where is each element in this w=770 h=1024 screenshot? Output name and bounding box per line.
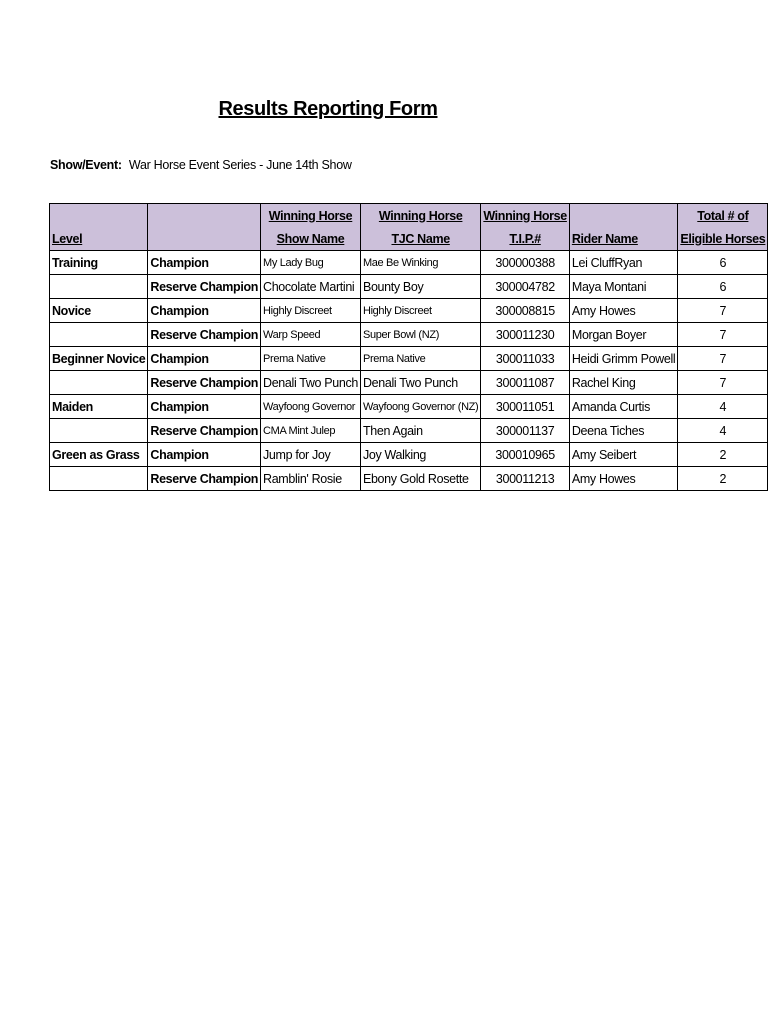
rider-name-cell: Maya Montani — [569, 275, 677, 299]
total-eligible-cell: 6 — [678, 275, 768, 299]
rider-name-cell: Morgan Boyer — [569, 323, 677, 347]
show-name-cell: CMA Mint Julep — [261, 419, 361, 443]
total-eligible-cell: 2 — [678, 467, 768, 491]
show-name-cell: Denali Two Punch — [261, 371, 361, 395]
table-row — [50, 371, 768, 395]
tip-cell: 300011087 — [481, 371, 570, 395]
header-level: Level — [50, 227, 148, 251]
header-blank — [569, 204, 677, 228]
tip-cell: 300000388 — [481, 251, 570, 275]
tip-cell: 300011051 — [481, 395, 570, 419]
award-cell: Reserve Champion — [148, 419, 261, 443]
award-cell: Champion — [148, 299, 261, 323]
header-rider-name: Rider Name — [569, 227, 677, 251]
tjc-name-cell: Ebony Gold Rosette — [360, 467, 480, 491]
award-cell: Reserve Champion — [148, 371, 261, 395]
level-cell: Maiden — [50, 395, 148, 419]
header-tjc-name-top: Winning Horse — [360, 204, 480, 228]
show-name-cell: Highly Discreet — [261, 299, 361, 323]
show-name-cell: My Lady Bug — [261, 251, 361, 275]
total-eligible-cell: 7 — [678, 299, 768, 323]
level-cell — [50, 275, 148, 299]
tip-cell: 300010965 — [481, 443, 570, 467]
tip-cell: 300008815 — [481, 299, 570, 323]
award-cell: Reserve Champion — [148, 275, 261, 299]
tip-cell: 300011213 — [481, 467, 570, 491]
tjc-name-cell: Prema Native — [360, 347, 480, 371]
results-table — [49, 203, 768, 491]
level-cell: Green as Grass — [50, 443, 148, 467]
award-cell: Champion — [148, 347, 261, 371]
tip-cell: 300011033 — [481, 347, 570, 371]
total-eligible-cell: 2 — [678, 443, 768, 467]
tip-cell: 300004782 — [481, 275, 570, 299]
show-event-line — [50, 158, 352, 172]
show-name-cell: Wayfoong Governor — [261, 395, 361, 419]
rider-name-cell: Amy Howes — [569, 299, 677, 323]
rider-name-cell: Amy Seibert — [569, 443, 677, 467]
level-cell — [50, 419, 148, 443]
level-cell: Beginner Novice — [50, 347, 148, 371]
show-event-value: War Horse Event Series - June 14th Show — [128, 158, 352, 172]
total-eligible-cell: 7 — [678, 347, 768, 371]
show-name-cell: Jump for Joy — [261, 443, 361, 467]
header-show-name: Show Name — [261, 227, 361, 251]
show-event-label: Show/Event: — [50, 158, 122, 172]
award-cell: Champion — [148, 395, 261, 419]
tjc-name-cell: Wayfoong Governor (NZ) — [360, 395, 480, 419]
tip-cell: 300011230 — [481, 323, 570, 347]
award-cell: Champion — [148, 251, 261, 275]
total-eligible-cell: 4 — [678, 395, 768, 419]
total-eligible-cell: 7 — [678, 371, 768, 395]
header-tip: T.I.P.# — [481, 227, 570, 251]
show-name-cell: Warp Speed — [261, 323, 361, 347]
header-total-top: Total # of — [678, 204, 768, 228]
rider-name-cell: Deena Tiches — [569, 419, 677, 443]
rider-name-cell: Rachel King — [569, 371, 677, 395]
total-eligible-cell: 6 — [678, 251, 768, 275]
table-row — [50, 323, 768, 347]
table-row — [50, 395, 768, 419]
total-eligible-cell: 4 — [678, 419, 768, 443]
header-row-1 — [50, 204, 768, 228]
header-total: Eligible Horses — [678, 227, 768, 251]
show-name-cell: Ramblin' Rosie — [261, 467, 361, 491]
award-cell: Reserve Champion — [148, 467, 261, 491]
header-blank — [148, 227, 261, 251]
tjc-name-cell: Denali Two Punch — [360, 371, 480, 395]
rider-name-cell: Heidi Grimm Powell — [569, 347, 677, 371]
table-row — [50, 419, 768, 443]
tjc-name-cell: Super Bowl (NZ) — [360, 323, 480, 347]
level-cell — [50, 323, 148, 347]
header-tjc-name: TJC Name — [360, 227, 480, 251]
header-blank — [50, 204, 148, 228]
show-name-cell: Prema Native — [261, 347, 361, 371]
table-row — [50, 467, 768, 491]
table-row — [50, 347, 768, 371]
header-blank — [148, 204, 261, 228]
level-cell: Novice — [50, 299, 148, 323]
award-cell: Reserve Champion — [148, 323, 261, 347]
tjc-name-cell: Bounty Boy — [360, 275, 480, 299]
table-row — [50, 275, 768, 299]
award-cell: Champion — [148, 443, 261, 467]
header-tip-top: Winning Horse — [481, 204, 570, 228]
table-row — [50, 443, 768, 467]
rider-name-cell: Amanda Curtis — [569, 395, 677, 419]
tjc-name-cell: Then Again — [360, 419, 480, 443]
tjc-name-cell: Highly Discreet — [360, 299, 480, 323]
table-row — [50, 251, 768, 275]
tjc-name-cell: Joy Walking — [360, 443, 480, 467]
tip-cell: 300001137 — [481, 419, 570, 443]
table-row — [50, 299, 768, 323]
header-show-name-top: Winning Horse — [261, 204, 361, 228]
rider-name-cell: Lei CluffRyan — [569, 251, 677, 275]
total-eligible-cell: 7 — [678, 323, 768, 347]
level-cell: Training — [50, 251, 148, 275]
rider-name-cell: Amy Howes — [569, 467, 677, 491]
show-name-cell: Chocolate Martini — [261, 275, 361, 299]
form-title: Results Reporting Form — [218, 98, 438, 120]
tjc-name-cell: Mae Be Winking — [360, 251, 480, 275]
level-cell — [50, 467, 148, 491]
header-row-2 — [50, 227, 768, 251]
level-cell — [50, 371, 148, 395]
